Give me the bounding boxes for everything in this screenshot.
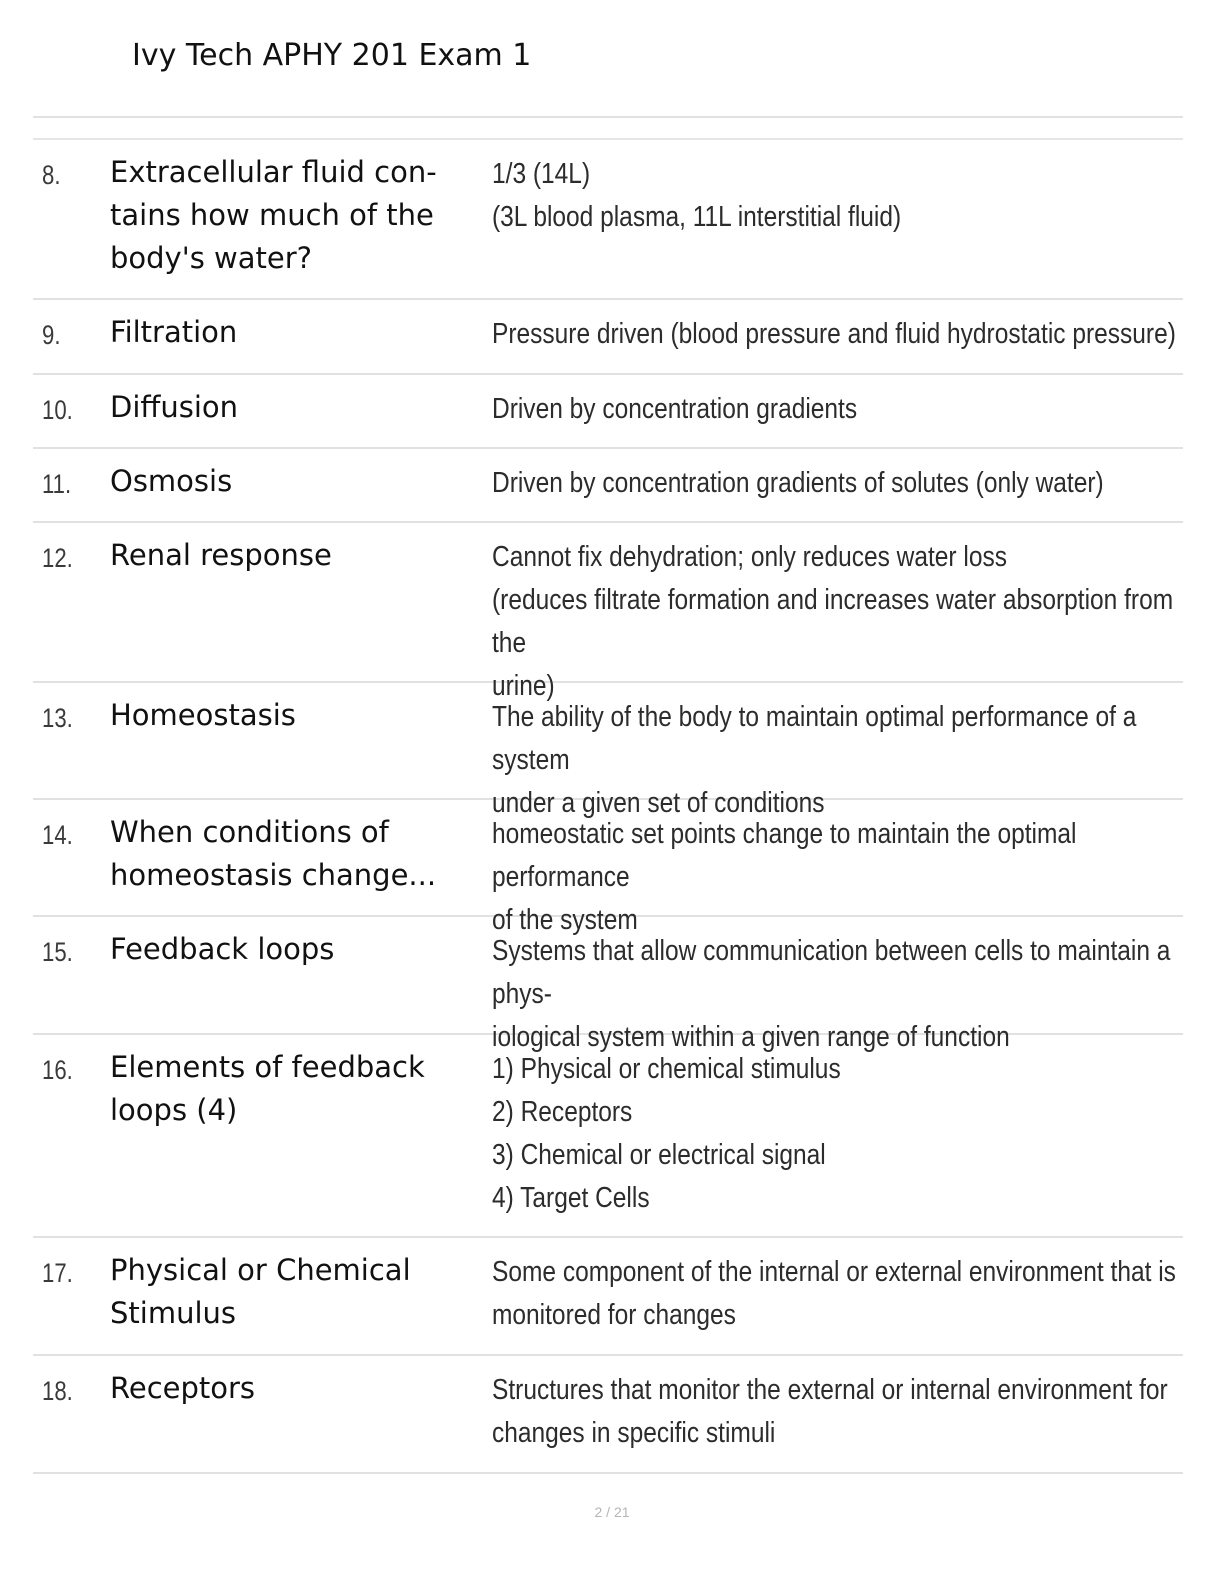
row-definition-text: Some component of the internal or external environment that is monitored for changes <box>492 1256 1176 1331</box>
row-number: 9. <box>42 320 61 350</box>
row-definition-text: Pressure driven (blood pressure and fluid hydrostatic pressure) <box>492 318 1176 350</box>
row-term: Feedback loops <box>110 932 335 966</box>
row-definition-text: Structures that monitor the external or internal environment for changes in specific stimuli <box>492 1374 1168 1449</box>
table-row <box>33 300 1183 375</box>
document-title: Ivy Tech APHY 201 Exam 1 <box>132 38 532 73</box>
table-row <box>33 140 1183 300</box>
row-term: Renal response <box>110 538 332 572</box>
row-definition <box>492 153 1085 239</box>
row-definition <box>492 1369 1168 1455</box>
row-term: Extracellular fluid con- tains how much of the body's water? <box>110 155 437 275</box>
row-definition-text: 1) Physical or chemical stimulus 2) Receptors 3) Chemical or electrical signal 4) Target Cells <box>492 1053 841 1214</box>
row-definition-text: Driven by concentration gradients <box>492 393 858 425</box>
flashcard-table <box>33 140 1183 1474</box>
row-term: When conditions of homeostasis change... <box>110 815 437 892</box>
table-row <box>33 1356 1183 1474</box>
row-definition <box>492 462 1104 505</box>
row-definition-text: The ability of the body to maintain optimal performance of a system under a given set of conditions <box>492 701 1137 819</box>
row-term: Homeostasis <box>110 698 296 732</box>
row-number: 14. <box>42 820 73 850</box>
row-definition <box>492 388 1085 431</box>
row-number: 16. <box>42 1055 73 1085</box>
table-row <box>33 449 1183 523</box>
table-row <box>33 800 1183 936</box>
row-term: Receptors <box>110 1371 256 1405</box>
table-row <box>33 917 1183 1053</box>
row-definition-text: Driven by concentration gradients of solutes (only water) <box>492 467 1104 499</box>
row-number: 11. <box>42 469 72 499</box>
row-number: 13. <box>42 703 73 733</box>
row-term: Physical or Chemical Stimulus <box>110 1253 411 1330</box>
row-term: Filtration <box>110 315 238 349</box>
page-indicator: 2 / 21 <box>594 1504 630 1520</box>
row-definition <box>492 313 1176 356</box>
header-divider <box>33 116 1183 118</box>
row-number: 18. <box>42 1376 73 1406</box>
row-definition-text: homeostatic set points change to maintain the optimal performance of the system <box>492 818 1077 936</box>
row-number: 8. <box>42 160 61 190</box>
table-row <box>33 1238 1183 1356</box>
table-row <box>33 375 1183 449</box>
row-term: Elements of feedback loops (4) <box>110 1050 425 1127</box>
table-row <box>33 523 1183 702</box>
table-row <box>33 683 1183 819</box>
row-term: Osmosis <box>110 464 233 498</box>
row-definition <box>492 1048 1085 1220</box>
row-number: 12. <box>42 543 73 573</box>
row-number: 10. <box>42 395 73 425</box>
row-number: 17. <box>42 1258 73 1288</box>
row-term: Diffusion <box>110 390 239 424</box>
row-definition <box>492 1251 1176 1337</box>
row-definition-text: Cannot fix dehydration; only reduces water loss (reduces filtrate formation and increases water absorption from the urine) <box>492 541 1174 702</box>
table-row <box>33 1035 1183 1238</box>
row-definition-text: Systems that allow communication between cells to maintain a phys- iological system within a given range of function <box>492 935 1171 1053</box>
row-number: 15. <box>42 937 73 967</box>
row-definition-text: 1/3 (14L) (3L blood plasma, 11L interstitial fluid) <box>492 158 902 233</box>
